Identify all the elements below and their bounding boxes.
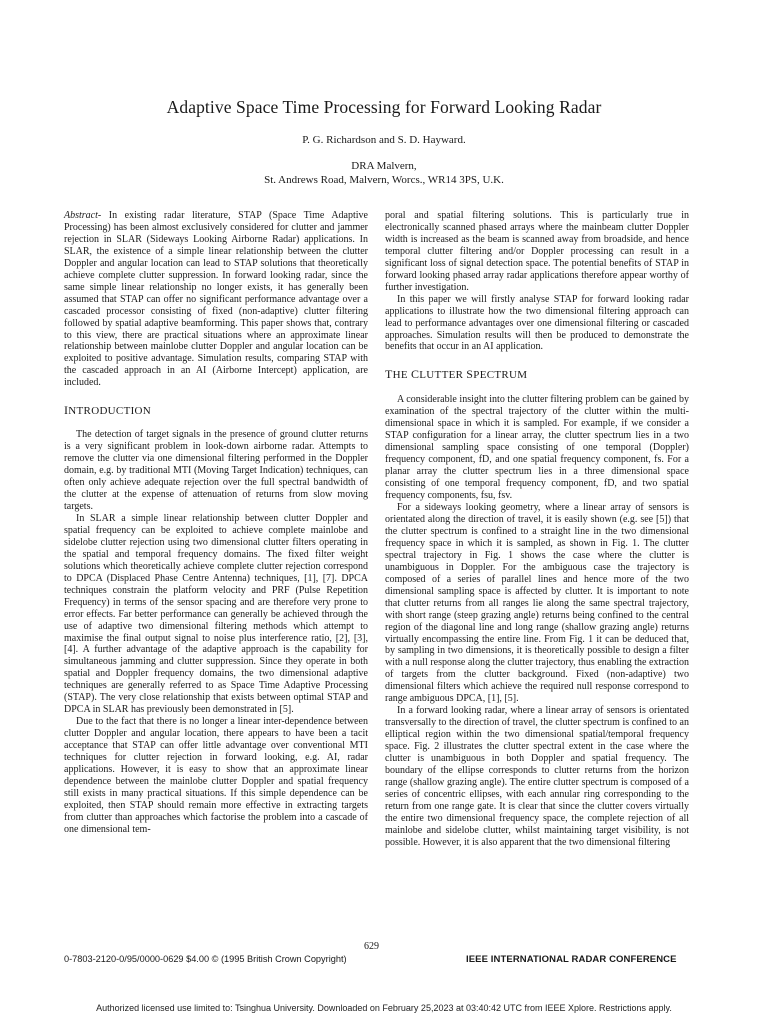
abstract	[64, 210, 368, 389]
copyright-notice: 0-7803-2120-0/95/0000-0629 $4.00 © (1995 British Crown Copyright)	[64, 954, 347, 964]
authorization-notice: Authorized licensed use limited to: Tsinghua University. Downloaded on February 25,2023 at 03:40:42 UTC from IEEE Xplore. Restrictions apply.	[96, 1003, 672, 1013]
affiliation-line-2: St. Andrews Road, Malvern, Worcs., WR14 3PS, U.K.	[264, 174, 504, 186]
right-column	[385, 210, 689, 849]
left-column	[64, 210, 368, 836]
abstract-label: Abstract-	[64, 210, 102, 221]
section-heading-clutter-spectrum: THE CLUTTER SPECTRUM	[385, 367, 528, 382]
section-heading-introduction: INTRODUCTION	[64, 403, 152, 418]
clutter-paragraph-1: A considerable insight into the clutter filtering problem can be gained by examination of the spectral trajectory of the clutter within the multi-dimensional space in which it is sampled. For example, if we consider a STAP configuration for a linear array, the clutter spectrum lies in a two dimensional sampling space consisting of one temporal (Doppler) frequency component, fD, and one spatial frequency component, fs. For a planar array the clutter spectrum lies in a three dimensional space consisting of one temporal frequency component, fD, and two spatial frequency components, fsu, fsv.	[385, 394, 689, 502]
conference-name: IEEE INTERNATIONAL RADAR CONFERENCE	[466, 954, 677, 965]
abstract-text: In existing radar literature, STAP (Space Time Adaptive Processing) has been almost exclusively considered for clutter and jammer rejection in SLAR (Sideways Looking Airborne Radar) applications. In SLAR, the existence of a simple linear relationship between the clutter Doppler and angular location can lead to STAP solutions that theoretically achieve complete clutter suppression. In forward looking radar, since the same simple linear relationship no longer exists, it has generally been assumed that STAP can offer no significant performance advantage over a cascaded processor consisting of fixed (non-adaptive) clutter filtering followed by spatial adaptive beamforming. This paper shows that, contrary to this view, there are practical situations where an approximate linear relationship between mainlobe clutter Doppler and angular location can be exploited to positive advantage. Simulation results, comparing STAP with the cascaded approach in an AI (Airborne Intercept) application, are included.	[64, 210, 368, 389]
intro-continued-paragraph-2: In this paper we will firstly analyse STAP for forward looking radar applications to illustrate how the two dimensional filtering approach can lead to performance advantages over one dimensional filtering or cascaded approaches. Simulation results will then be produced to demonstrate the benefits that occur in an AI application.	[385, 293, 689, 353]
intro-continued-paragraph-1: poral and spatial filtering solutions. This is particularly true in electronically scanned phased arrays where the mainbeam clutter Doppler width is increased as the beam is scanned away from broadside, and hence temporal clutter filtering and/or Doppler processing can result in a significant loss of signal detection space. The potential benefits of STAP in forward looking phased array radar applications therefore appear worthy of further investigation.	[385, 210, 689, 293]
intro-paragraph-2: In SLAR a simple linear relationship between clutter Doppler and spatial frequency can be exploited to achieve complete mainlobe and sidelobe clutter rejection using two dimensional clutter filters operating in the spatial and temporal frequency domains. The fixed filter weight solutions which theoretically achieve complete clutter rejection correspond to DPCA (Displaced Phase Centre Antenna) techniques, [1], [7]. DPCA techniques constrain the platform velocity and PRF (Pulse Repetition Frequency) in terms of the sensor spacing and are therefore very prone to error effects. Far better performance can generally be achieved through the use of adaptive two dimensional filtering methods which attempt to maximise the final output signal to noise plus interference ratio, [2], [3], [4]. A further advantage of the adaptive approach is the capability for simultaneous jamming and clutter suppression. Since they operate in both spatial and Doppler frequency domains, the two dimensional adaptive techniques are generally referred to as Space Time Adaptive Processing (STAP). The very close relationship that exists between optimal STAP and DPCA in SLAR has previously been demonstrated in [5].	[64, 512, 368, 716]
clutter-paragraph-2: For a sideways looking geometry, where a linear array of sensors is orientated along the direction of travel, it is easily shown (e.g. see [5]) that the clutter spectrum is confined to a straight line in the two dimensional frequency space in which it is sampled, as shown in Fig. 1. The clutter spectral trajectory in Fig. 1 shows the case where the clutter is unambiguous in Doppler. For the ambiguous case the trajectory is composed of a series of parallel lines and hence more of the two dimensional sampling space is affected by clutter. It is important to note that clutter returns from all ranges lie along the same spectral trajectory, with short range (steep grazing angle) returns being confined to the central region of the diagonal line and long range (shallow grazing angle) returns virtually encompassing the entire line. From Fig. 1 it can be deduced that, by sampling in two dimensions, it is theoretically possible to design a filter with a null response along the clutter trajectory, thus enabling the extraction of targets from the clutter background. Fixed (non-adaptive) two dimensional filters which achieve the required null response correspond to range ambiguous DPCA, [1], [5].	[385, 502, 689, 705]
affiliation-line-1: DRA Malvern,	[351, 160, 417, 172]
intro-paragraph-1: The detection of target signals in the presence of ground clutter returns is a very significant problem in look-down airborne radar. Attempts to remove the clutter via one dimensional filtering performed in the Doppler domain, e.g. by traditional MTI (Moving Target Indication) techniques, can often only achieve adequate rejection over the full spectral bandwidth of the clutter at the expense of attenuation of returns from slow moving targets.	[64, 429, 368, 513]
author-affiliation	[0, 159, 768, 187]
paper-authors: P. G. Richardson and S. D. Hayward.	[302, 134, 466, 146]
paper-page: Adaptive Space Time Processing for Forward Looking Radar P. G. Richardson and S. D. Hayward. DRA Malvern, St. Andrews Road, Malvern, Worcs., WR14 3PS, U.K. Abstract- In existing radar literature, STAP (Space Time Adaptive Processing) has been almost exclusively considered for clutter and jammer rejection in SLAR (Sideways Looking Airborne Radar) applications. In SLAR, the existence of a simple linear relationship between the clutter Doppler and angular location can lead to STAP solutions that theoretically achieve complete clutter suppression. In forward looking radar, since the same simple linear relationship no longer exists, it has generally been assumed that STAP can offer no significant performance advantage over a cascaded processor consisting of fixed (non-adaptive) clutter filtering followed by spatial adaptive beamforming. This paper shows that, contrary to this view, there are practical situations where an approximate linear relationship between mainlobe clutter Doppler and angular location can be exploited to positive advantage. Simulation results, comparing STAP with the cascaded approach in an AI (Airborne Intercept) application, are included. INTRODUCTION The detection of target signals in the presence of ground clutter returns is a very significant problem in look-down airborne radar. Attempts to remove the clutter via one dimensional filtering performed in the Doppler domain, e.g. by traditional MTI (Moving Target Indication) techniques, can often only achieve adequate rejection over the full spectral bandwidth of the clutter at the expense of attenuation of returns from slow moving targets. In SLAR a simple linear relationship between clutter Doppler and spatial frequency can be exploited to achieve complete mainlobe and sidelobe clutter rejection using two dimensional clutter filters operating in the spatial and temporal frequency domains. The fixed filter weight solutions which theoretically achieve complete clutter rejection correspond to DPCA (Displaced Phase Centre Antenna) techniques, [1], [7]. DPCA techniques constrain the platform velocity and PRF (Pulse Repetition Frequency) in terms of the sensor spacing and are therefore very prone to error effects. Far better performance can generally be achieved through the use of adaptive two dimensional filtering methods which attempt to maximise the final output signal to noise plus interference ratio, [2], [3], [4]. A further advantage of the adaptive approach is the capability for simultaneous jamming and clutter suppression. Since they operate in both spatial and Doppler frequency domains, the two dimensional adaptive techniques are generally referred to as Space Time Adaptive Processing (STAP). The very close relationship that exists between optimal STAP and DPCA in SLAR has previously been demonstrated in [5]. Due to the fact that there is no longer a linear inter-dependence between clutter Doppler and angular location, there appears to have been a tacit acceptance that STAP can offer little advantage over conventional MTI techniques for clutter rejection in forward looking, e.g. AI, radar applications. However, it is easy to show that an approximate linear dependence between the mainlobe clutter Doppler and spatial frequency still exists in many practical situations. If this simple dependence can be exploited, then STAP should remain more effective in extracting targets from clutter than approaches which factorise the problem into a cascade of one dimensional tem- poral and spatial filtering solutions. This is particularly true in electronically scanned phased arrays where the mainbeam clutter Doppler width is increased as the beam is scanned away from broadside, and hence temporal clutter filtering and/or Doppler processing can result in a significant loss of signal detection space. The potential benefits of STAP in forward looking phased array radar applications therefore appear worthy of further investigation. In this paper we will firstly analyse STAP for forward looking radar applications to illustrate how the two dimensional filtering approach can lead to performance advantages over one dimensional filtering or cascaded approaches. Simulation results will then be produced to demonstrate the benefits that occur in an AI application. THE CLUTTER SPECTRUM A considerable insight into the clutter filtering problem can be gained by examination of the spectral trajectory of the clutter within the multi-dimensional space in which it is sampled. For example, if we consider a STAP configuration for a linear array, the clutter spectrum lies in a two dimensional sampling space consisting of one temporal (Doppler) frequency component, fD, and one spatial frequency component, fs. For a planar array the clutter spectrum lies in a three dimensional space consisting of one temporal frequency component, fD, and two spatial frequency components, fsu, fsv. For a sideways looking geometry, where a linear array of sensors is orientated along the direction of travel, it is easily shown (e.g. see [5]) that the clutter spectrum is confined to a straight line in the two dimensional frequency space in which it is sampled, as shown in Fig. 1. The clutter spectral trajectory in Fig. 1 shows the case where the clutter is unambiguous in Doppler. For the ambiguous case the trajectory is composed of a series of parallel lines and hence more of the two dimensional sampling space is affected by clutter. It is important to note that clutter returns from all ranges lie along the same spectral trajectory, with short range (steep grazing angle) returns being confined to the central region of the diagonal line and long range (shallow grazing angle) returns virtually encompassing the entire line. From Fig. 1 it can be deduced that, by sampling in two dimensions, it is theoretically possible to design a filter with a null response along the clutter trajectory, thus enabling the extraction of targets from the clutter background. Fixed (non-adaptive) two dimensional filters which achieve the required null response correspond to range ambiguous DPCA, [1], [5]. In a forward looking radar, where a linear array of sensors is orientated transversally to the direction of travel, the clutter spectrum is confined to an elliptical region within the two dimensional spatial/temporal frequency space. Fig. 2 illustrates the clutter spectral extent in the case where the clutter is unambiguous in both Doppler and spatial frequency. The boundary of the ellipse corresponds to clutter returns from the horizon range (shallow grazing angle). The entire clutter spectrum is composed of a series of concentric ellipses, with each annular ring corresponding to the return from one range gate. It is clear that since the clutter covers virtually the entire two dimensional frequency space, the complete rejection of all mainlobe and sidelobe clutter, whilst maintaining target visibility, is not possible. However, it is also apparent that the two dimensional filtering 629 0-7803-2120-0/95/0000-0629 $4.00 © (1995 British Crown Copyright) IEEE INTERNATIONAL RADAR CONFERENCE Authorized licensed use limited to: Tsinghua University. Downloaded on February 25,2023 at 03:40:42 UTC from IEEE Xplore. Restrictions apply.	[0, 0, 768, 1024]
clutter-paragraph-3: In a forward looking radar, where a linear array of sensors is orientated transversally to the direction of travel, the clutter spectrum is confined to an elliptical region within the two dimensional spatial/temporal frequency space. Fig. 2 illustrates the clutter spectral extent in the case where the clutter is unambiguous in both Doppler and spatial frequency. The boundary of the ellipse corresponds to clutter returns from the horizon range (shallow grazing angle). The entire clutter spectrum is composed of a series of concentric ellipses, with each annular ring corresponding to the return from one range gate. It is clear that since the clutter covers virtually the entire two dimensional frequency space, the complete rejection of all mainlobe and sidelobe clutter, whilst maintaining target visibility, is not possible. However, it is also apparent that the two dimensional filtering	[385, 705, 689, 848]
paper-title: Adaptive Space Time Processing for Forward Looking Radar	[166, 97, 602, 117]
intro-paragraph-3: Due to the fact that there is no longer a linear inter-dependence between clutter Doppler and angular location, there appears to have been a tacit acceptance that STAP can offer little advantage over conventional MTI techniques for clutter rejection in forward looking, e.g. AI, radar applications. However, it is easy to show that an approximate linear dependence between the mainlobe clutter Doppler and spatial frequency still exists in many practical situations. If this simple dependence can be exploited, then STAP should remain more effective in extracting targets from clutter than approaches which factorise the problem into a cascade of one dimensional tem-	[64, 716, 368, 835]
